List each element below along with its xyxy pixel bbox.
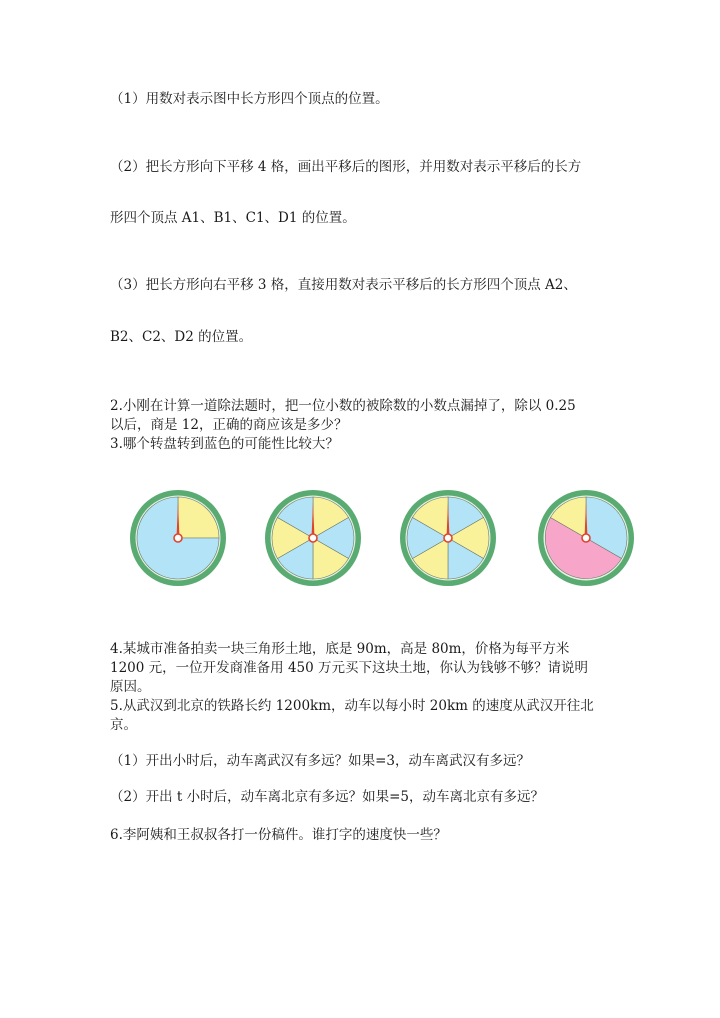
pointer-hub [444,534,452,542]
q1-part2-line2: 形四个顶点 A1、B1、C1、D1 的位置。 [110,210,356,226]
spinner-3 [398,488,498,588]
q6-text: 6.李阿姨和王叔叔各打一份稿件。谁打字的速度快一些？ [110,827,447,843]
spinner-1 [128,488,228,588]
q5-part1: （1）开出小时后，动车离武汉有多远？如果=3，动车离武汉有多远？ [110,753,530,769]
q1-part3-line2: B2、C2、D2 的位置。 [110,329,253,345]
spinner-2 [263,488,363,588]
q5-line2: 京。 [110,717,137,733]
q1-part1: （1）用数对表示图中长方形四个顶点的位置。 [110,91,389,107]
q5-line1: 5.从武汉到北京的铁路长约 1200km，动车以每小时 20km 的速度从武汉开往北 [110,698,594,714]
pointer-hub [309,534,317,542]
q2-line1: 2.小刚在计算一道除法题时，把一位小数的被除数的小数点漏掉了，除以 0.25 [110,398,576,414]
q4-line2: 1200 元，一位开发商准备用 450 万元买下这块土地，你认为钱够不够？请说明 [110,660,588,676]
q4-line1: 4.某城市准备拍卖一块三角形土地，底是 90m，高是 80m，价格为每平方米 [110,641,570,657]
pointer-hub [582,534,590,542]
spinner-4 [536,488,636,588]
spinner-row [128,488,648,588]
q1-part3-line1: （3）把长方形向右平移 3 格，直接用数对表示平移后的长方形四个顶点 A2、 [110,277,577,293]
sector-yellow [178,497,219,538]
pointer-hub [174,534,182,542]
q5-part2: （2）开出 t 小时后，动车离北京有多远？如果=5，动车离北京有多远？ [110,789,544,805]
q2-line2: 以后，商是 12，正确的商应该是多少？ [110,417,348,433]
q1-part2-line1: （2）把长方形向下平移 4 格，画出平移后的图形，并用数对表示平移后的长方 [110,159,582,175]
q3-text: 3.哪个转盘转到蓝色的可能性比较大？ [110,436,339,452]
q4-line3: 原因。 [110,679,151,695]
